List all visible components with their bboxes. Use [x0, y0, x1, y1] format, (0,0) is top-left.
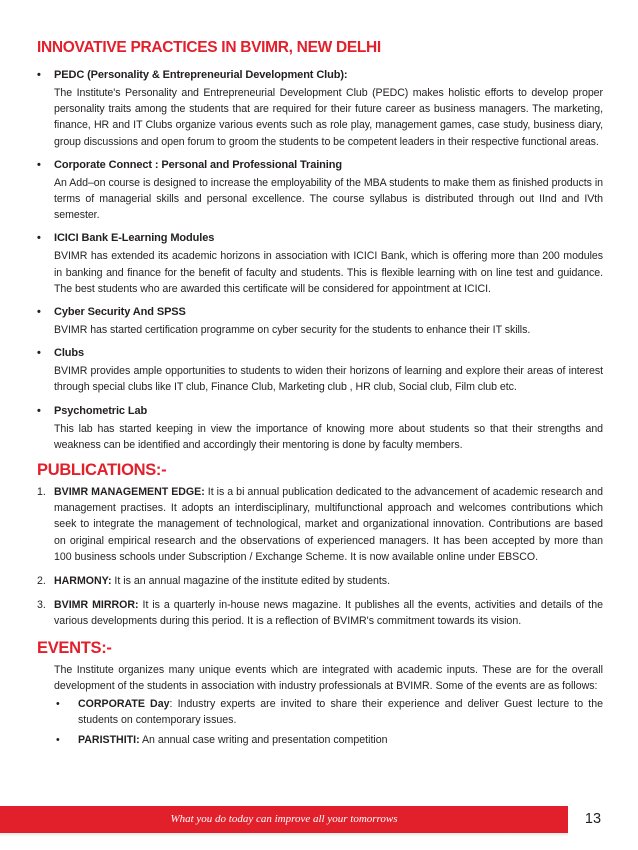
- events-heading: EVENTS:-: [37, 638, 112, 657]
- list-number: 3.: [37, 599, 46, 612]
- innovative-item-psychometric-lab: [37, 403, 603, 453]
- event-item-paristhiti: [37, 732, 603, 748]
- bullet-icon: •: [56, 734, 60, 747]
- event-title: CORPORATE Day: [78, 698, 170, 711]
- item-body: BVIMR has started certification programme on cyber security for the students to enhance their IT skills.: [54, 324, 531, 337]
- footer-bar: [0, 806, 568, 833]
- innovative-practices-heading: INNOVATIVE PRACTICES IN BVIMR, NEW DELHI: [37, 39, 381, 56]
- list-number: 1.: [37, 486, 46, 499]
- publication-text: It is a quarterly in-house news magazine. It publishes all the events, activities and details of the various developments during this period. It is a reflection of BVIMR's commitment towards its vision.: [54, 599, 603, 628]
- bullet-icon: •: [37, 69, 41, 81]
- innovative-item-icici: [37, 230, 603, 297]
- publications-heading: PUBLICATIONS:-: [37, 461, 167, 480]
- list-number: 2.: [37, 575, 46, 588]
- page-number: 13: [584, 811, 602, 827]
- event-item-corporate-day: [37, 696, 603, 728]
- publication-item-management-edge: [37, 484, 603, 565]
- publication-item-harmony: [37, 573, 603, 589]
- event-text: An annual case writing and presentation competition: [139, 734, 388, 747]
- bullet-icon: •: [37, 232, 41, 245]
- item-body: BVIMR has extended its academic horizons in association with ICICI Bank, which is offering more than 200 modules in banking and finance for the benefit of faculty and students. This is flexible learning with on line test and guidance. The best students who are awarded this certificate will be considered for appointment at ICICI.: [54, 250, 603, 295]
- publication-text: It is an annual magazine of the institute edited by students.: [111, 575, 391, 588]
- item-title: Cyber Security And SPSS: [54, 306, 186, 319]
- page-content: [37, 38, 603, 753]
- item-body: BVIMR provides ample opportunities to students to widen their horizons of learning and explore their areas of interest through special clubs like IT club, Finance Club, Marketing club , HR club, Social club, Film club etc.: [54, 365, 603, 394]
- item-title: Corporate Connect : Personal and Professional Training: [54, 158, 342, 171]
- item-title: PEDC (Personality & Entrepreneurial Development Club):: [54, 69, 348, 81]
- bullet-icon: •: [37, 347, 41, 360]
- footer-shadow: [0, 833, 568, 837]
- item-title: Clubs: [54, 347, 85, 360]
- footer-tagline: What you do today can improve all your tomorrows: [170, 813, 398, 825]
- item-body: An Add–on course is designed to increase the employability of the MBA students to make them as finished products in terms of managerial skills and personal excellence. The course syllabus is distributed through out IInd and IVth semester.: [54, 176, 603, 222]
- publication-text: It is a bi annual publication dedicated to the advancement of academic research and management practises. It adopts an interdisciplinary, multifunctional approach and welcomes contributions which seek to integrate the management of technological, market and organizational innovation. Contributions are based on original empirical research and the observations of experienced managers. It has been accepted by more than 100 business schools under Subscription / Exchange Scheme. It is now available online under EBSCO.: [54, 486, 603, 563]
- item-title: ICICI Bank E-Learning Modules: [54, 232, 215, 245]
- bullet-icon: •: [37, 158, 41, 171]
- item-title: Psychometric Lab: [54, 404, 148, 417]
- item-body: This lab has started keeping in view the importance of knowing more about students so that their strengths and weakness can be identified and accordingly their mentoring is done by faculty members.: [54, 422, 603, 451]
- publication-title: BVIMR MANAGEMENT EDGE:: [54, 486, 205, 499]
- event-title: PARISTHITI:: [78, 734, 140, 747]
- innovative-item-cyber-security: [37, 304, 603, 338]
- publication-title: HARMONY:: [54, 575, 112, 588]
- bullet-icon: •: [56, 698, 60, 711]
- innovative-item-clubs: [37, 345, 603, 395]
- item-body: The Institute's Personality and Entrepreneurial Development Club (PEDC) makes holistic efforts to develop proper personality traits among the students that are required for their future career as business managers. The marketing, finance, HR and IT Clubs organize various events such as role play, management games, case study, business diary, group discussions and open forum to groom the students to be competent leaders in their respective functional areas.: [54, 87, 603, 148]
- events-intro: The Institute organizes many unique events which are integrated with academic inputs. These are for the overall development of the students in association with industry professionals at BVIMR. Some of the events are as follows:: [54, 663, 603, 692]
- innovative-item-corporate-connect: [37, 157, 603, 224]
- innovative-item-pedc: [37, 67, 603, 150]
- publication-title: BVIMR MIRROR:: [54, 599, 139, 612]
- event-text: : Industry experts are invited to share their experience and deliver Guest lecture to the students on contemporary issues.: [78, 698, 604, 727]
- bullet-icon: •: [37, 306, 41, 319]
- publication-item-mirror: [37, 597, 603, 629]
- bullet-icon: •: [37, 404, 41, 417]
